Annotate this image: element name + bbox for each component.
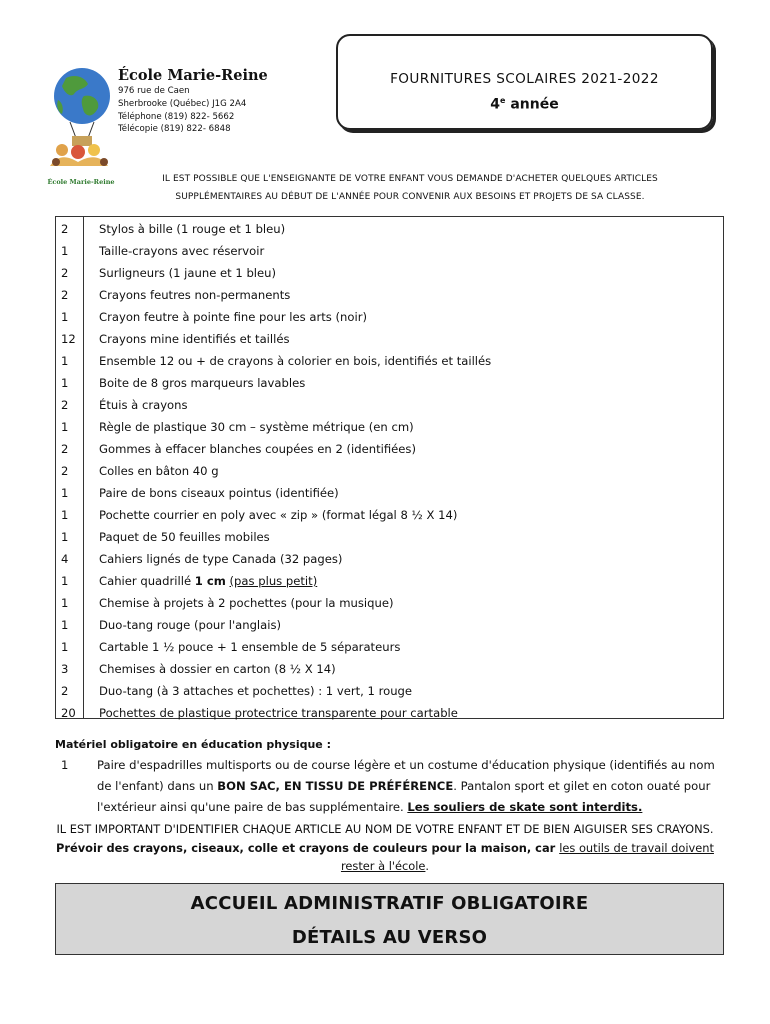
phys-ed-text-1: Paire d'espadrilles multisports ou de course légère et un costume d'éducation physique (identifiés au nom de l'enfant) dans un: [97, 758, 715, 793]
row-desc: Règle de plastique 30 cm – système métrique (en cm): [99, 420, 414, 434]
row-desc: Chemises à dossier en carton (8 ½ X 14): [99, 662, 336, 676]
row-desc: Pochettes de plastique protectrice transparente pour cartable: [99, 706, 458, 720]
row-qty: 1: [61, 596, 69, 610]
row-qty: 1: [61, 618, 69, 632]
row-qty: 2: [61, 442, 69, 456]
row-desc: Cahiers lignés de type Canada (32 pages): [99, 552, 343, 566]
row-desc: Gommes à effacer blanches coupées en 2 (identifiées): [99, 442, 416, 456]
row-desc: Colles en bâton 40 g: [99, 464, 219, 478]
row-qty: 1: [61, 530, 69, 544]
row-qty: 1: [61, 508, 69, 522]
notice-line-2: SUPPLÉMENTAIRES AU DÉBUT DE L'ANNÉE POUR CONVENIR AUX BESOINS ET PROJETS DE SA CLASSE.: [175, 192, 645, 202]
school-name: École Marie-Reine: [118, 67, 268, 84]
row-desc: Ensemble 12 ou + de crayons à colorier en bois, identifiés et taillés: [99, 354, 492, 368]
row-desc: Paire de bons ciseaux pointus (identifiée): [99, 486, 339, 500]
row-desc: Chemise à projets à 2 pochettes (pour la musique): [99, 596, 394, 610]
row-desc: Crayon feutre à pointe fine pour les arts (noir): [99, 310, 367, 324]
phys-ed-title: Matériel obligatoire en éducation physique :: [55, 738, 331, 751]
row-qty: 2: [61, 266, 69, 280]
row-qty: 12: [61, 332, 76, 346]
school-city: Sherbrooke (Québec) J1G 2A4: [118, 98, 247, 109]
important-period: .: [425, 859, 430, 873]
row-qty: 2: [61, 684, 69, 698]
phys-ed-bag: BON SAC, EN TISSU DE PRÉFÉRENCE: [217, 779, 454, 793]
grade-word: année: [505, 96, 559, 113]
row-desc: Taille-crayons avec réservoir: [99, 244, 265, 258]
row-desc-underlined: (pas plus petit): [229, 574, 318, 588]
grade-title: [338, 92, 711, 114]
row-qty: 4: [61, 552, 69, 566]
row-qty: 3: [61, 662, 69, 676]
row-desc: Étuis à crayons: [99, 398, 188, 412]
row-qty: 1: [61, 376, 69, 390]
row-desc-emphasis: 1 cm: [194, 574, 226, 588]
row-desc: Duo-tang (à 3 attaches et pochettes) : 1 vert, 1 rouge: [99, 684, 413, 698]
phys-ed-text-2: . Pantalon sport et gilet en coton ouaté pour l'extérieur ainsi qu'une paire de bas supplémentaire.: [97, 779, 711, 814]
row-qty: 1: [61, 640, 69, 654]
globe-balloon-icon: [44, 66, 116, 178]
phys-ed-skate-warning: Les souliers de skate sont interdits.: [407, 800, 643, 814]
row-qty: 20: [61, 706, 76, 720]
row-qty: 1: [61, 310, 69, 324]
row-desc: Duo-tang rouge (pour l'anglais): [99, 618, 282, 632]
row-qty: 1: [61, 574, 69, 588]
row-desc: Stylos à bille (1 rouge et 1 bleu): [99, 222, 286, 236]
row-desc: Crayons mine identifiés et taillés: [99, 332, 290, 346]
grade-superscript: e: [500, 96, 506, 105]
supplies-table: [55, 216, 724, 719]
admin-title: ACCUEIL ADMINISTRATIF OBLIGATOIRE: [190, 893, 589, 914]
school-fax: Télécopie (819) 822- 6848: [118, 124, 231, 135]
school-address: 976 rue de Caen: [118, 86, 190, 96]
row-desc: Surligneurs (1 jaune et 1 bleu): [99, 266, 277, 280]
row-desc-text: Cahier quadrillé: [99, 574, 195, 588]
row-qty: 1: [61, 486, 69, 500]
admin-details: DÉTAILS AU VERSO: [291, 927, 488, 948]
important-underlined: les outils de travail doivent rester à l'école: [340, 840, 714, 873]
row-qty: 1: [61, 244, 69, 258]
title-box: [336, 34, 713, 130]
row-desc: Crayons feutres non-permanents: [99, 288, 291, 302]
row-qty: 2: [61, 288, 69, 302]
row-qty: 2: [61, 398, 69, 412]
column-divider: [83, 217, 84, 718]
row-qty: 1: [61, 420, 69, 434]
row-qty: 2: [61, 464, 69, 478]
admin-box: [55, 883, 724, 955]
row-desc: Cartable 1 ½ pouce + 1 ensemble de 5 séparateurs: [99, 640, 401, 654]
row-qty: 1: [61, 354, 69, 368]
important-bold: Prévoir des crayons, ciseaux, colle et crayons de couleurs pour la maison, car: [56, 840, 560, 855]
row-desc: [99, 570, 317, 592]
document-title: FOURNITURES SCOLAIRES 2021-2022: [390, 71, 659, 87]
row-qty: 2: [61, 222, 69, 236]
notice-line-1: IL EST POSSIBLE QUE L'ENSEIGNANTE DE VOTRE ENFANT VOUS DEMANDE D'ACHETER QUELQUES ARTICLES: [162, 174, 658, 184]
row-desc: Boite de 8 gros marqueurs lavables: [99, 376, 306, 390]
phys-ed-text: [97, 755, 722, 818]
important-notice: [40, 820, 730, 876]
notice: [100, 170, 720, 206]
important-caps: IL EST IMPORTANT D'IDENTIFIER CHAQUE ARTICLE AU NOM DE VOTRE ENFANT ET DE BIEN AIGUISER SES CRAYONS.: [56, 822, 714, 836]
row-desc: Pochette courrier en poly avec « zip » (format légal 8 ½ X 14): [99, 508, 458, 522]
school-phone: Téléphone (819) 822- 5662: [118, 111, 235, 122]
row-desc: Paquet de 50 feuilles mobiles: [99, 530, 270, 544]
school-header: [118, 66, 333, 136]
grade-number: 4: [490, 96, 501, 113]
phys-ed-qty: 1: [61, 758, 69, 772]
logo-caption: École Marie-Reine: [47, 178, 115, 186]
